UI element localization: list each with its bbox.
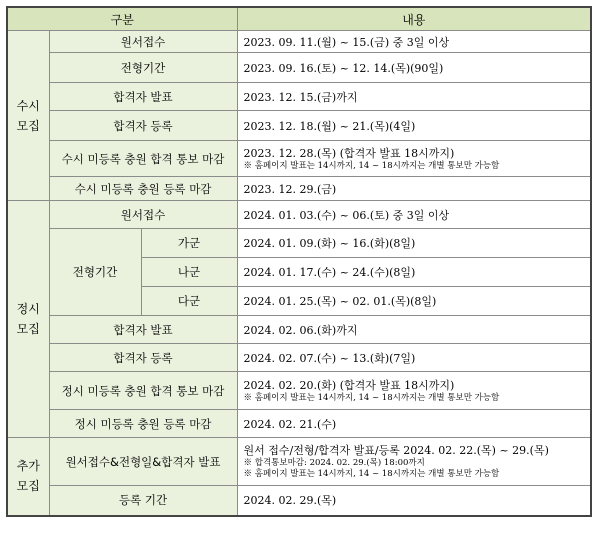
- chuga-apply-label: 원서접수&전형일&합격자 발표: [49, 438, 237, 486]
- jeongsi-period-label: 전형기간: [49, 229, 141, 316]
- header-category: 구분: [7, 7, 237, 31]
- jeongsi-apply-label: 원서접수: [49, 201, 237, 229]
- jeongsi-fill-notice-label: 정시 미등록 충원 합격 통보 마감: [49, 372, 237, 410]
- jeongsi-fill-notice-value: 2024. 02. 20.(화) (합격자 발표 18시까지) ※ 홈페이지 발표는 14시까지, 14 ~ 18시까지는 개별 통보만 가능함: [237, 372, 591, 410]
- header-content: 내용: [237, 7, 591, 31]
- susi-fill-register-value: 2023. 12. 29.(금): [237, 177, 591, 201]
- jeongsi-category: 정시 모집: [7, 201, 49, 438]
- susi-announce-label: 합격자 발표: [49, 83, 237, 111]
- susi-fill-register-label: 수시 미등록 충원 등록 마감: [49, 177, 237, 201]
- susi-fill-notice-note: ※ 홈페이지 발표는 14시까지, 14 ~ 18시까지는 개별 통보만 가능함: [243, 160, 500, 171]
- jeongsi-group-na-label: 나군: [141, 258, 237, 287]
- jeongsi-group-ga-value: 2024. 01. 09.(화) ~ 16.(화)(8일): [237, 229, 591, 258]
- jeongsi-fill-register-label: 정시 미등록 충원 등록 마감: [49, 410, 237, 438]
- susi-announce-value: 2023. 12. 15.(금)까지: [237, 83, 591, 111]
- susi-register-label: 합격자 등록: [49, 111, 237, 141]
- jeongsi-group-da-label: 다군: [141, 287, 237, 316]
- chuga-category: 추가 모집: [7, 438, 49, 516]
- susi-apply-label: 원서접수: [49, 31, 237, 53]
- jeongsi-apply-value: 2024. 01. 03.(수) ~ 06.(토) 중 3일 이상: [237, 201, 591, 229]
- susi-fill-notice-value: 2023. 12. 28.(목) (합격자 발표 18시까지) ※ 홈페이지 발표는 14시까지, 14 ~ 18시까지는 개별 통보만 가능함: [237, 141, 591, 177]
- chuga-register-label: 등록 기간: [49, 486, 237, 516]
- susi-period-label: 전형기간: [49, 53, 237, 83]
- jeongsi-fill-register-value: 2024. 02. 21.(수): [237, 410, 591, 438]
- jeongsi-fill-notice-note: ※ 홈페이지 발표는 14시까지, 14 ~ 18시까지는 개별 통보만 가능함: [243, 392, 500, 403]
- jeongsi-group-ga-label: 가군: [141, 229, 237, 258]
- jeongsi-group-na-value: 2024. 01. 17.(수) ~ 24.(수)(8일): [237, 258, 591, 287]
- chuga-apply-note2: ※ 홈페이지 발표는 14시까지, 14 ~ 18시까지는 개별 통보만 가능함: [243, 469, 500, 479]
- jeongsi-announce-value: 2024. 02. 06.(화)까지: [237, 316, 591, 344]
- susi-period-value: 2023. 09. 16.(토) ~ 12. 14.(목)(90일): [237, 53, 591, 83]
- susi-fill-notice-label: 수시 미등록 충원 합격 통보 마감: [49, 141, 237, 177]
- jeongsi-register-value: 2024. 02. 07.(수) ~ 13.(화)(7일): [237, 344, 591, 372]
- susi-category: 수시 모집: [7, 31, 49, 201]
- admission-schedule-table: [6, 6, 592, 517]
- chuga-apply-value: 원서 접수/전형/합격자 발표/등록 2024. 02. 22.(목) ~ 29.(목) ※ 합격통보마감: 2024. 02. 29.(목) 18:00까지 ※ 홈페이지 발표는 14시까지, 14 ~ 18시까지는 개별 통보만 가능함: [237, 438, 591, 486]
- susi-apply-value: 2023. 09. 11.(월) ~ 15.(금) 중 3일 이상: [237, 31, 591, 53]
- jeongsi-group-da-value: 2024. 01. 25.(목) ~ 02. 01.(목)(8일): [237, 287, 591, 316]
- chuga-register-value: 2024. 02. 29.(목): [237, 486, 591, 516]
- chuga-apply-note1: ※ 합격통보마감: 2024. 02. 29.(목) 18:00까지: [243, 458, 425, 468]
- jeongsi-register-label: 합격자 등록: [49, 344, 237, 372]
- jeongsi-announce-label: 합격자 발표: [49, 316, 237, 344]
- susi-register-value: 2023. 12. 18.(월) ~ 21.(목)(4일): [237, 111, 591, 141]
